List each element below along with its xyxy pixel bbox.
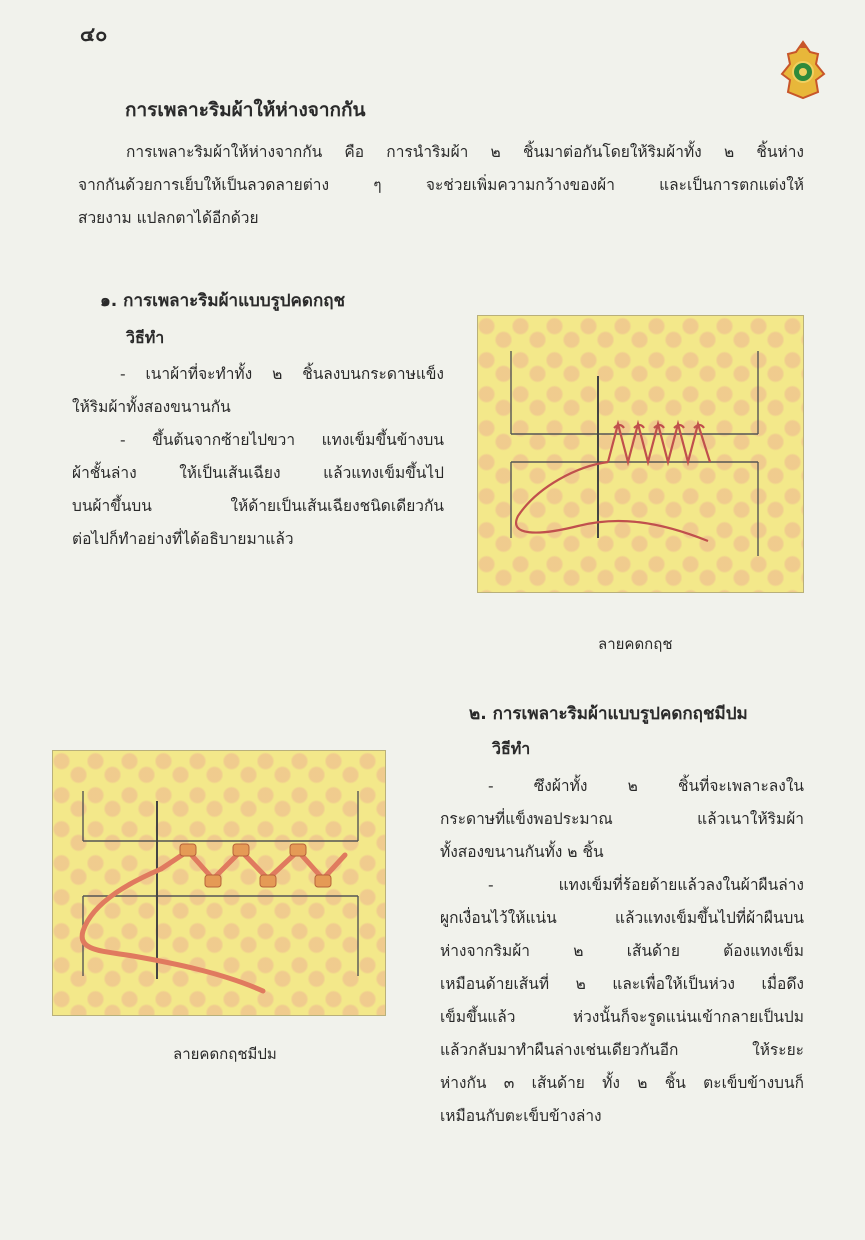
intro-line: สวยงาม แปลกตาได้อีกด้วย <box>78 209 259 227</box>
step-line: ให้ริมผ้าทั้งสองขนานกัน <box>72 398 231 416</box>
section1-method-label: วิธีทำ <box>126 328 165 347</box>
section-title: การเพลาะริมผ้าให้ห่างจากกัน <box>125 99 366 121</box>
step-line: - ซึงผ้าทั้ง ๒ ชิ้นที่จะเพลาะลงใน <box>488 777 804 795</box>
intro-paragraph <box>78 136 804 235</box>
step-line: - ขึ้นต้นจากซ้ายไปขวา แทงเข็มขึ้นข้างบน <box>120 431 444 449</box>
step-line: เหมือนกับตะเข็บข้างล่าง <box>440 1107 602 1125</box>
page-number: ๔๐ <box>80 22 108 46</box>
step-line: ห่างจากริมผ้า ๒ เส้นด้าย ต้องแทงเข็ม <box>440 942 804 960</box>
figure-kod-krit-knotted <box>52 750 386 1016</box>
intro-line: การเพลาะริมผ้าให้ห่างจากกัน คือ การนำริมผ้า ๒ ชิ้นมาต่อกันโดยให้ริมผ้าทั้ง ๒ ชิ้นห่าง <box>126 143 804 161</box>
section2-steps <box>440 770 804 1133</box>
step-line: แล้วกลับมาทำผืนล่างเช่นเดียวกันอีก ให้ระยะ <box>440 1041 804 1059</box>
figure1-caption: ลายคดกฤช <box>598 635 673 653</box>
step-line: - เนาผ้าที่จะทำทั้ง ๒ ชิ้นลงบนกระดาษแข็ง <box>120 365 444 383</box>
step-line: เข็มขึ้นแล้ว ห่วงนั้นก็จะรูดแน่นเข้ากลายเป็นปม <box>440 1008 804 1026</box>
figure-kod-krit <box>477 315 804 593</box>
step-line: ผ้าชั้นล่าง ให้เป็นเส้นเฉียง แล้วแทงเข็มขึ้นไป <box>72 464 444 482</box>
section2-heading: ๒. การเพลาะริมผ้าแบบรูปคดกฤชมีปม <box>469 704 748 724</box>
step-line: ต่อไปก็ทำอย่างที่ได้อธิบายมาแล้ว <box>72 530 294 548</box>
intro-line: จากกันด้วยการเย็บให้เป็นลวดลายต่าง ๆ จะช่วยเพิ่มความกว้างของผ้า และเป็นการตกแต่งให้ <box>78 176 804 194</box>
step-line: - แทงเข็มที่ร้อยด้ายแล้วลงในผ้าผืนล่าง <box>488 876 804 894</box>
step-line: บนผ้าขึ้นบน ให้ด้ายเป็นเส้นเฉียงชนิดเดียวกัน <box>72 497 444 515</box>
section1-steps <box>72 358 444 556</box>
step-line: กระดาษที่แข็งพอประมาณ แล้วเนาให้ริมผ้า <box>440 810 804 828</box>
section2-method-label: วิธีทำ <box>492 739 531 758</box>
royal-emblem-icon <box>780 40 826 100</box>
figure2-caption: ลายคดกฤชมีปม <box>173 1045 277 1063</box>
step-line: ผูกเงื่อนไว้ให้แน่น แล้วแทงเข็มขึ้นไปที่ผ้าผืนบน <box>440 909 804 927</box>
step-line: ทั้งสองขนานกันทั้ง ๒ ชิ้น <box>440 843 604 861</box>
section1-heading: ๑. การเพลาะริมผ้าแบบรูปคดกฤช <box>100 291 346 311</box>
step-line: ห่างกัน ๓ เส้นด้าย ทั้ง ๒ ชิ้น ตะเข็บข้างบนก็ <box>440 1074 804 1092</box>
step-line: เหมือนด้ายเส้นที่ ๒ และเพื่อให้เป็นห่วง เมื่อดึง <box>440 975 804 993</box>
